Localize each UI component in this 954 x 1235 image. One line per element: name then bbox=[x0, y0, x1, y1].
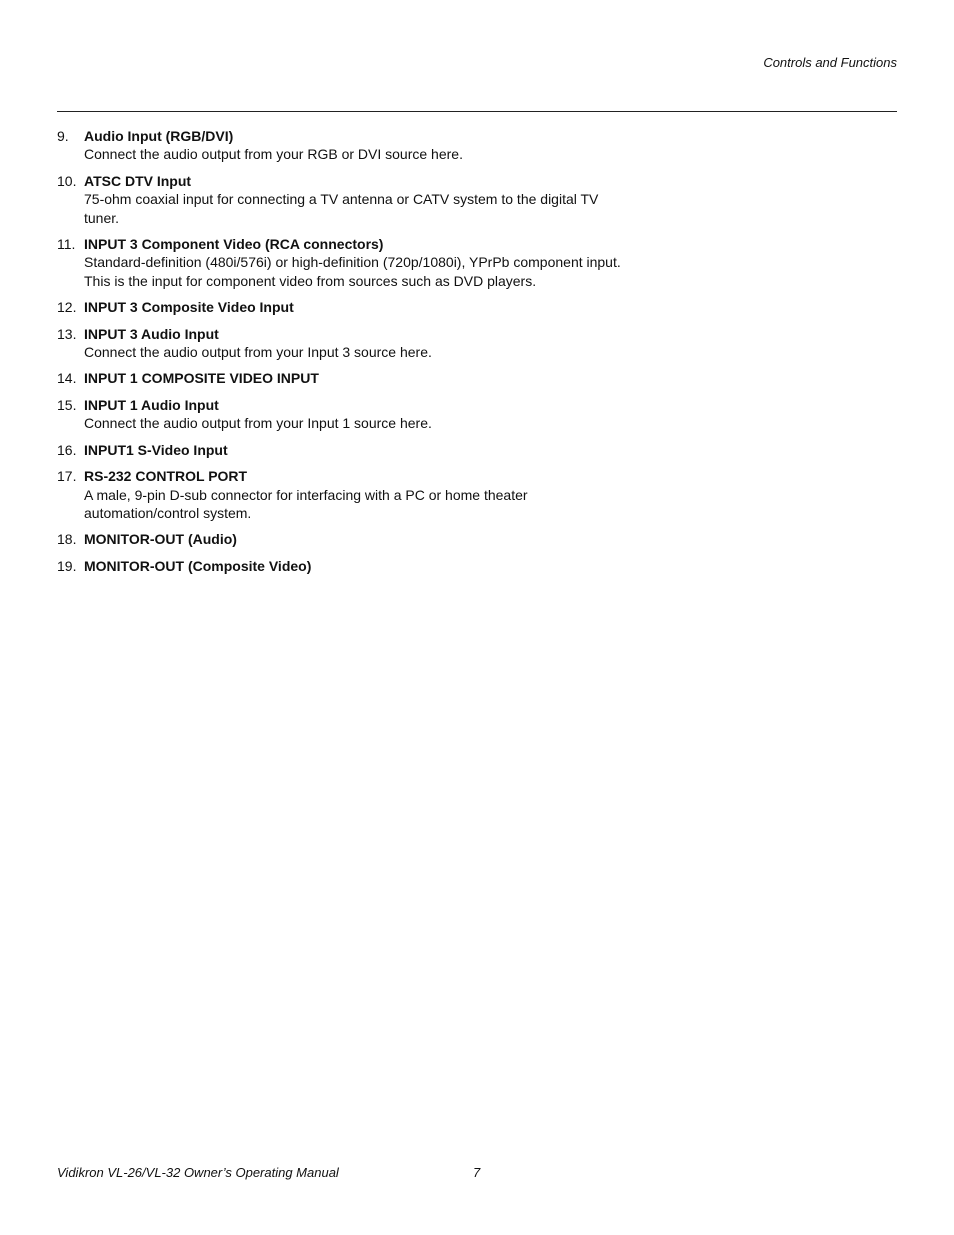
item-description-line: Connect the audio output from your Input 1 source here. bbox=[84, 415, 432, 432]
item-description-line: automation/control system. bbox=[84, 504, 252, 521]
list-item bbox=[57, 441, 657, 459]
item-number: 14. bbox=[57, 370, 77, 387]
item-title: INPUT1 S-Video Input bbox=[84, 441, 228, 458]
item-title: INPUT 3 Component Video (RCA connectors) bbox=[84, 236, 384, 253]
item-body bbox=[84, 172, 657, 227]
item-number: 15. bbox=[57, 396, 77, 413]
item-description-line: 75-ohm coaxial input for connecting a TV antenna or CATV system to the digital TV bbox=[84, 191, 599, 208]
item-title: INPUT 1 COMPOSITE VIDEO INPUT bbox=[84, 370, 319, 387]
item-number: 13. bbox=[57, 325, 77, 342]
item-description-line: tuner. bbox=[84, 209, 120, 226]
list-item bbox=[57, 369, 657, 387]
item-body bbox=[84, 530, 657, 548]
item-title: MONITOR-OUT (Composite Video) bbox=[84, 557, 312, 574]
list-item bbox=[57, 235, 657, 290]
running-header-title: Controls and Functions bbox=[763, 55, 897, 70]
item-number: 9. bbox=[57, 128, 69, 144]
item-title: ATSC DTV Input bbox=[84, 172, 192, 189]
list-item bbox=[57, 557, 657, 575]
item-number: 10. bbox=[57, 172, 77, 189]
list-item bbox=[57, 396, 657, 433]
item-number: 12. bbox=[57, 299, 77, 316]
item-body bbox=[84, 127, 657, 164]
item-title: MONITOR-OUT (Audio) bbox=[84, 531, 237, 548]
list-item bbox=[57, 467, 657, 522]
item-description-line: Connect the audio output from your Input 3 source here. bbox=[84, 344, 432, 361]
item-number: 18. bbox=[57, 531, 77, 548]
item-number: 17. bbox=[57, 468, 77, 485]
item-body bbox=[84, 396, 657, 433]
list-item bbox=[57, 530, 657, 548]
item-description-line: This is the input for component video from sources such as DVD players. bbox=[84, 272, 537, 289]
header-divider bbox=[57, 111, 897, 112]
item-description-line: Standard-definition (480i/576i) or high-definition (720p/1080i), YPrPb component input. bbox=[84, 254, 621, 271]
item-number: 16. bbox=[57, 441, 77, 458]
list-item bbox=[57, 325, 657, 362]
item-body bbox=[84, 369, 657, 387]
item-title: RS-232 CONTROL PORT bbox=[84, 468, 248, 485]
item-number: 19. bbox=[57, 557, 77, 574]
item-description-line: Connect the audio output from your RGB or DVI source here. bbox=[84, 146, 463, 163]
item-body bbox=[84, 467, 657, 522]
controls-list bbox=[57, 127, 657, 583]
item-body bbox=[84, 298, 657, 316]
item-title: INPUT 1 Audio Input bbox=[84, 396, 219, 413]
item-body bbox=[84, 235, 657, 290]
item-number: 11. bbox=[57, 236, 76, 253]
item-title: INPUT 3 Audio Input bbox=[84, 325, 219, 342]
footer-manual-title: Vidikron VL-26/VL-32 Owner’s Operating Manual bbox=[57, 1165, 339, 1180]
list-item bbox=[57, 127, 657, 164]
list-item bbox=[57, 172, 657, 227]
item-description-line: A male, 9-pin D-sub connector for interfacing with a PC or home theater bbox=[84, 486, 528, 503]
item-body bbox=[84, 557, 657, 575]
item-title: INPUT 3 Composite Video Input bbox=[84, 299, 294, 316]
item-body bbox=[84, 441, 657, 459]
item-body bbox=[84, 325, 657, 362]
list-item bbox=[57, 298, 657, 316]
page-number: 7 bbox=[473, 1165, 481, 1180]
item-title: Audio Input (RGB/DVI) bbox=[84, 128, 234, 144]
